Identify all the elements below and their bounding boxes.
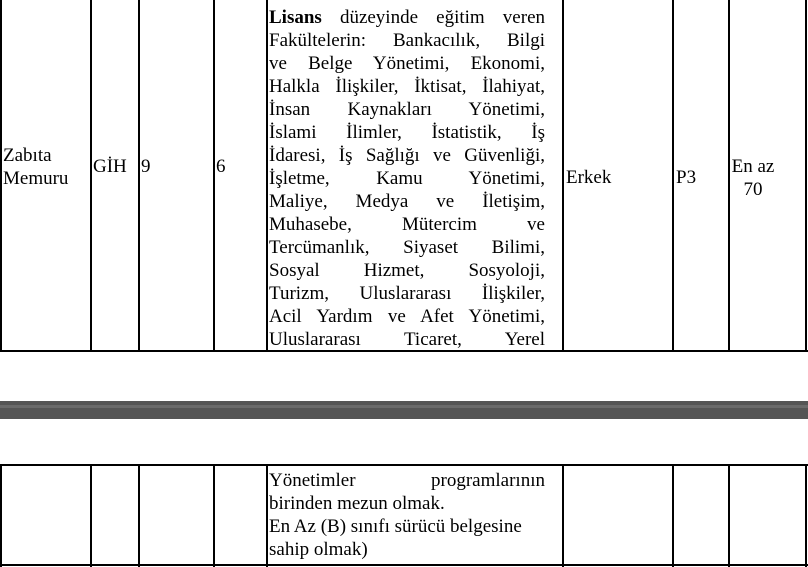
col-border <box>0 0 2 352</box>
description-line: sahip olmak) <box>269 539 368 560</box>
position-cell <box>3 144 89 190</box>
col-border <box>0 464 2 567</box>
col-border <box>562 0 564 352</box>
description-line: birinden mezun olmak. <box>269 493 445 514</box>
description-line: İdaresi, İş Sağlığı ve Güvenliği, <box>269 145 545 166</box>
col-border <box>90 464 92 567</box>
col-border <box>90 0 92 352</box>
description-line: Lisans düzeyinde eğitim veren <box>269 7 545 28</box>
min-score-line1: En az <box>731 156 775 177</box>
description-line: İnsan Kaynakları Yönetimi, <box>269 99 545 120</box>
description-line: İşletme, Kamu Yönetimi, <box>269 168 545 189</box>
col-border <box>562 464 564 567</box>
position-line1: Zabıta <box>3 145 52 166</box>
col-border <box>672 0 674 352</box>
description-line: Yönetimler programlarının <box>269 470 545 491</box>
description-line: Halkla İlişkiler, İktisat, İlahiyat, <box>269 76 545 97</box>
count-cell: 6 <box>216 156 226 177</box>
min-score-line2: 70 <box>743 179 763 200</box>
col-border <box>213 464 215 567</box>
description-line: Fakültelerin: Bankacılık, Bilgi <box>269 30 545 51</box>
description-line: Maliye, Medya ve İletişim, <box>269 191 545 212</box>
education-level: Lisans <box>269 7 322 28</box>
col-border <box>138 0 140 352</box>
description-line: Sosyal Hizmet, Sosyoloji, <box>269 260 545 281</box>
description-line: Tercümanlık, Siyaset Bilimi, <box>269 237 545 258</box>
description-line: En Az (B) sınıfı sürücü belgesine <box>269 516 522 537</box>
min-score-cell <box>730 155 776 201</box>
col-border <box>672 464 674 567</box>
col-border <box>138 464 140 567</box>
description-line: Acil Yardım ve Afet Yönetimi, <box>269 306 545 327</box>
description-line: Uluslararası Ticaret, Yerel <box>269 329 545 350</box>
col-border <box>266 0 268 352</box>
description-line: Muhasebe, Mütercim ve <box>269 214 545 235</box>
position-line2: Memuru <box>3 168 69 189</box>
grade-cell: 9 <box>141 156 151 177</box>
description-continued-cell <box>269 469 545 561</box>
col-border <box>728 464 730 567</box>
description-line: Turizm, Uluslararası İlişkiler, <box>269 283 545 304</box>
description-cell <box>269 6 545 351</box>
bottom-table-border-bottom <box>0 564 808 566</box>
col-border <box>805 0 807 352</box>
gender-cell: Erkek <box>566 167 612 188</box>
description-line: İslami İlimler, İstatistik, İş <box>269 122 545 143</box>
bottom-table-border-top <box>0 464 808 466</box>
col-border <box>266 464 268 567</box>
col-border <box>213 0 215 352</box>
page-break-divider <box>0 401 808 419</box>
description-line: ve Belge Yönetimi, Ekonomi, <box>269 53 545 74</box>
col-border <box>805 464 807 567</box>
class-cell: GİH <box>93 156 127 177</box>
score-type-cell: P3 <box>676 167 697 188</box>
